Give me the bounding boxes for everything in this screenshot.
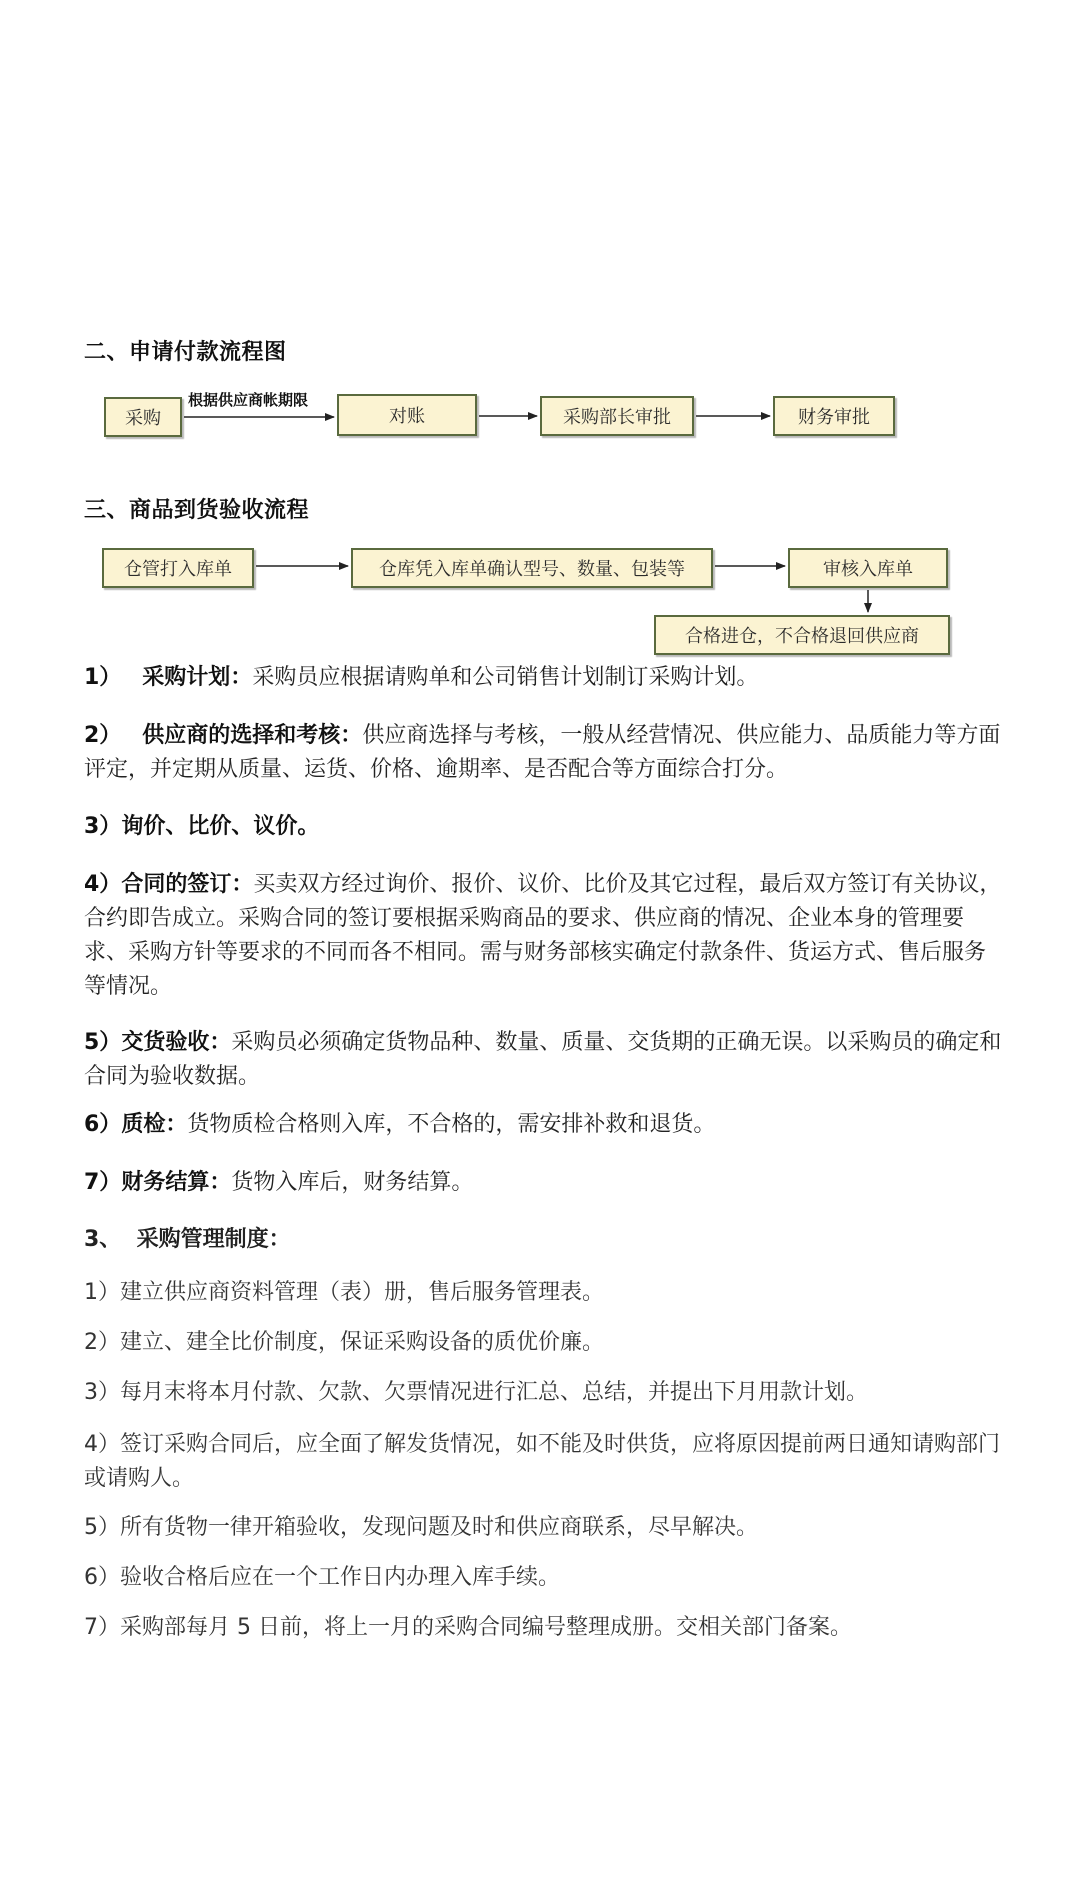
item-supplier-selection (84, 719, 1004, 787)
item-text: 供应商选择与考核，一般从经营情况、供应能力、品质能力等方面评定，并定期从质量、运货、价格、逾期率、是否配合等方面综合打分。 (84, 723, 1001, 782)
section-heading-payment-flow: 二、申请付款流程图 (84, 340, 287, 365)
item-number: 1） (84, 665, 122, 690)
item-number: 2） (84, 723, 122, 748)
item-text: 货物质检合格则入库，不合格的，需安排补救和退货。 (187, 1112, 716, 1137)
flow-box-dept-head-approval: 采购部长审批 (540, 396, 694, 436)
rule-item: 4）签订采购合同后，应全面了解发货情况，如不能及时供货，应将原因提前两日通知请购部门或请购人。 (84, 1432, 1001, 1491)
item-number: 6） (84, 1112, 122, 1137)
item-text: 买卖双方经过询价、报价、议价、比价及其它过程，最后双方签订有关协议，合约即告成立。采购合同的签订要根据采购商品的要求、供应商的情况、企业本身的管理要求、采购方针等要求的不同而各不相同。需与财务部核实确定付款条件、货运方式、售后服务等情况。 (84, 872, 1002, 999)
item-inquiry (84, 810, 1004, 844)
item-text: 采购员必须确定货物品种、数量、质量、交货期的正确无误。以采购员的确定和合同为验收数据。 (84, 1030, 1002, 1089)
flow-box-qualified-or-return: 合格进仓，不合格退回供应商 (654, 615, 950, 655)
item-delivery-acceptance (84, 1026, 1004, 1094)
section-heading-mgmt-rules: 3、 采购管理制度： (84, 1227, 291, 1252)
item-text: 采购员应根据请购单和公司销售计划制订采购计划。 (252, 665, 759, 690)
item-title: 采购计划： (142, 665, 253, 690)
item-quality-check (84, 1108, 1004, 1142)
item-title: 供应商的选择和考核： (142, 723, 363, 748)
flow-box-confirm-model-qty: 仓库凭入库单确认型号、数量、包装等 (351, 548, 713, 588)
rule-item: 5）所有货物一律开箱验收，发现问题及时和供应商联系，尽早解决。 (84, 1515, 758, 1540)
rule-item: 2）建立、建全比价制度，保证采购设备的质优价廉。 (84, 1330, 604, 1355)
item-number: 4） (84, 872, 122, 897)
item-title: 合同的签订： (121, 872, 254, 897)
item-contract-signing (84, 868, 1004, 1004)
flow-box-purchase: 采购 (104, 397, 182, 437)
flow-box-warehouse-entry: 仓管打入库单 (102, 548, 254, 588)
flow-box-review-entry: 审核入库单 (788, 548, 948, 588)
section-heading-receiving-flow: 三、商品到货验收流程 (84, 498, 310, 523)
rule-item: 1）建立供应商资料管理（表）册，售后服务管理表。 (84, 1280, 604, 1305)
item-title: 交货验收： (121, 1030, 232, 1055)
flow-edge-label: 根据供应商帐期限 (188, 391, 309, 409)
flow-box-finance-approval: 财务审批 (773, 396, 895, 436)
item-title: 财务结算： (121, 1170, 232, 1195)
item-purchase-plan (84, 661, 1004, 695)
item-number: 7） (84, 1170, 122, 1195)
flow-box-reconcile: 对账 (337, 394, 477, 436)
item-finance-settlement (84, 1166, 1004, 1200)
item-number: 3） (84, 814, 122, 839)
rule-item: 6）验收合格后应在一个工作日内办理入库手续。 (84, 1565, 560, 1590)
rule-item: 7）采购部每月 5 日前，将上一月的采购合同编号整理成册。交相关部门备案。 (84, 1615, 852, 1640)
item-title: 询价、比价、议价。 (121, 814, 320, 839)
item-text: 货物入库后，财务结算。 (231, 1170, 474, 1195)
item-title: 质检： (121, 1112, 188, 1137)
item-number: 5） (84, 1030, 122, 1055)
rule-item: 3）每月末将本月付款、欠款、欠票情况进行汇总、总结，并提出下月用款计划。 (84, 1380, 868, 1405)
